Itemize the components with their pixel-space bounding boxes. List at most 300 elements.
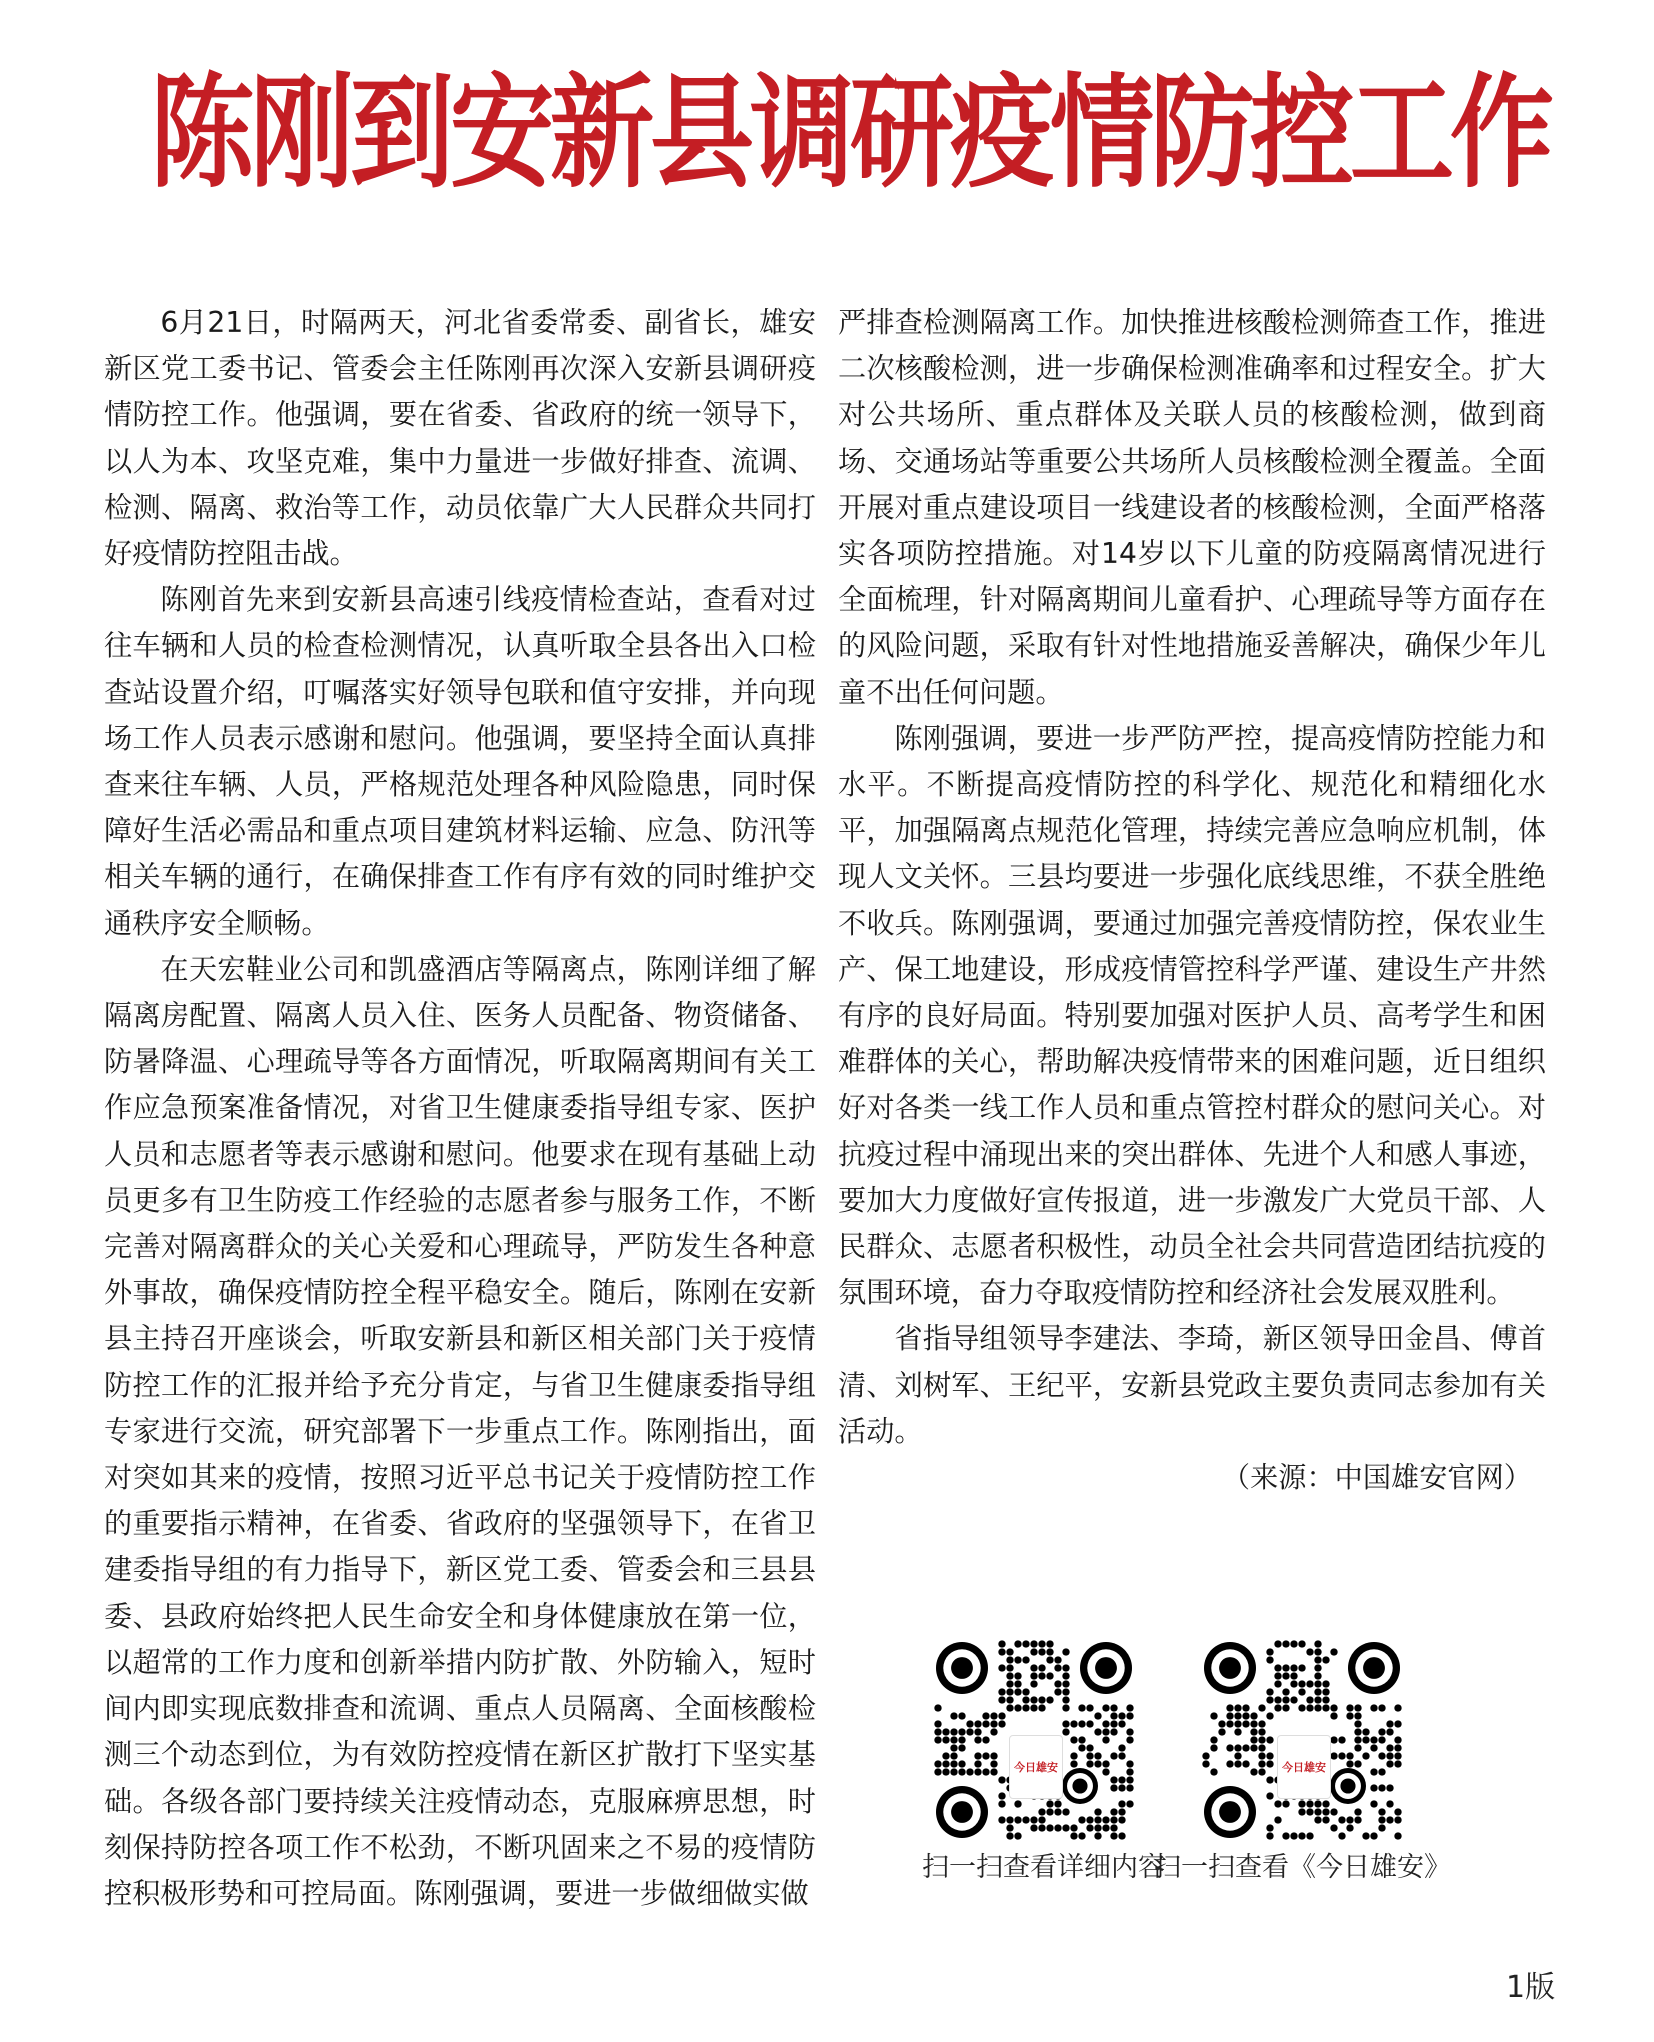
qr-module (1354, 1808, 1361, 1815)
qr-module (1014, 1704, 1021, 1711)
qr-module (1338, 1816, 1345, 1823)
qr-code-icon[interactable] (934, 1640, 1134, 1840)
qr-module (1118, 1776, 1125, 1783)
qr-module (1118, 1816, 1125, 1823)
qr-block-details (922, 1640, 1178, 1886)
qr-module (1078, 1720, 1085, 1727)
qr-module (1126, 1736, 1133, 1743)
qr-module (1054, 1688, 1061, 1695)
qr-module (1070, 1752, 1077, 1759)
qr-module (1078, 1832, 1085, 1839)
qr-module (974, 1768, 981, 1775)
qr-module (1378, 1768, 1385, 1775)
qr-module (1394, 1744, 1401, 1751)
qr-module (1046, 1696, 1053, 1703)
qr-module (1110, 1704, 1117, 1711)
qr-module (1266, 1760, 1273, 1767)
qr-module (1006, 1816, 1013, 1823)
qr-module (1126, 1760, 1133, 1767)
qr-module (1210, 1768, 1217, 1775)
qr-module (1118, 1712, 1125, 1719)
qr-module (1046, 1672, 1053, 1679)
qr-module (1354, 1728, 1361, 1735)
qr-module (950, 1712, 957, 1719)
qr-module (1126, 1800, 1133, 1807)
qr-module (1126, 1712, 1133, 1719)
qr-module (1322, 1704, 1329, 1711)
qr-module (1094, 1808, 1101, 1815)
qr-module (1362, 1728, 1369, 1735)
qr-module (1354, 1720, 1361, 1727)
qr-module (1282, 1832, 1289, 1839)
qr-module (1322, 1816, 1329, 1823)
qr-module (974, 1736, 981, 1743)
qr-module (1298, 1832, 1305, 1839)
qr-module (1290, 1680, 1297, 1687)
qr-module (1218, 1728, 1225, 1735)
qr-module (1102, 1824, 1109, 1831)
qr-module (1054, 1664, 1061, 1671)
qr-module (1306, 1832, 1313, 1839)
qr-module (1266, 1712, 1273, 1719)
qr-module (1314, 1680, 1321, 1687)
qr-module (1290, 1640, 1297, 1647)
qr-module (1250, 1728, 1257, 1735)
qr-module (1266, 1648, 1273, 1655)
qr-module (1386, 1728, 1393, 1735)
qr-module (1290, 1832, 1297, 1839)
qr-module (1086, 1752, 1093, 1759)
qr-module (1354, 1704, 1361, 1711)
qr-module (1038, 1696, 1045, 1703)
qr-module (1006, 1664, 1013, 1671)
qr-module (1290, 1664, 1297, 1671)
qr-module (1234, 1720, 1241, 1727)
qr-module (1062, 1704, 1069, 1711)
qr-module (998, 1712, 1005, 1719)
qr-module (1030, 1672, 1037, 1679)
qr-module (1306, 1800, 1313, 1807)
qr-module (934, 1704, 941, 1711)
qr-module (934, 1728, 941, 1735)
qr-module (1094, 1728, 1101, 1735)
qr-module (990, 1760, 997, 1767)
qr-module (1378, 1816, 1385, 1823)
qr-module (1362, 1752, 1369, 1759)
qr-module (998, 1800, 1005, 1807)
article-source: （来源：中国雄安官网） (1221, 1461, 1532, 1495)
qr-module (1070, 1720, 1077, 1727)
qr-module (1030, 1696, 1037, 1703)
qr-module (1274, 1672, 1281, 1679)
qr-module (1046, 1640, 1053, 1647)
qr-module (958, 1736, 965, 1743)
qr-module (1038, 1824, 1045, 1831)
qr-module (1386, 1800, 1393, 1807)
qr-module (1394, 1832, 1401, 1839)
qr-module (1022, 1640, 1029, 1647)
qr-module (982, 1720, 989, 1727)
qr-module (1094, 1760, 1101, 1767)
qr-module (1046, 1656, 1053, 1663)
qr-module (1386, 1752, 1393, 1759)
qr-module (1274, 1640, 1281, 1647)
qr-module (934, 1768, 941, 1775)
qr-module (1070, 1824, 1077, 1831)
qr-module (1282, 1696, 1289, 1703)
qr-module (1258, 1768, 1265, 1775)
qr-module (1362, 1832, 1369, 1839)
qr-module (1298, 1664, 1305, 1671)
qr-module (1306, 1680, 1313, 1687)
qr-module (974, 1720, 981, 1727)
qr-module (1274, 1800, 1281, 1807)
qr-logo: 今日雄安 (1009, 1735, 1063, 1799)
qr-module (1370, 1744, 1377, 1751)
qr-module (1314, 1696, 1321, 1703)
qr-finder-pattern (1219, 1657, 1241, 1679)
qr-module (934, 1736, 941, 1743)
qr-module (1038, 1704, 1045, 1711)
qr-module (1322, 1680, 1329, 1687)
qr-module (1086, 1704, 1093, 1711)
qr-module (1234, 1760, 1241, 1767)
qr-module (1070, 1736, 1077, 1743)
qr-module (1210, 1736, 1217, 1743)
qr-module (1094, 1712, 1101, 1719)
qr-module (1306, 1696, 1313, 1703)
qr-module (1038, 1816, 1045, 1823)
qr-module (1022, 1696, 1029, 1703)
qr-module (1242, 1744, 1249, 1751)
qr-module (1346, 1816, 1353, 1823)
qr-module (1330, 1704, 1337, 1711)
paragraph: 陈刚强调，要进一步严防严控，提高疫情防控能力和水平。不断提高疫情防控的科学化、规范化和精细化水平，加强隔离点规范化管理，持续完善应急响应机制，体现人文关怀。三县均要进一步强化底线思维，不获全胜绝不收兵。陈刚强调，要通过加强完善疫情防控，保农业生产、保工地建设，形成疫情管控科学严谨、建设生产井然有序的良好局面。特别要加强对医护人员、高考学生和困难群体的关心，帮助解决疫情带来的困难问题，近日组织好对各类一线工作人员和重点管控村群众的慰问关心。对抗疫过程中涌现出来的突出群体、先进个人和感人事迹，要加大力度做好宣传报道，进一步激发广大党员干部、人民群众、志愿者积极性，动员全社会共同营造团结抗疫的氛围环境，奋力夺取疫情防控和经济社会发展双胜利。 (838, 721, 1546, 1310)
qr-module (1298, 1688, 1305, 1695)
qr-module (1258, 1744, 1265, 1751)
qr-module (1118, 1720, 1125, 1727)
qr-module (1062, 1696, 1069, 1703)
qr-module (1314, 1664, 1321, 1671)
qr-module (1290, 1672, 1297, 1679)
qr-module (1266, 1688, 1273, 1695)
qr-module (1266, 1832, 1273, 1839)
qr-module (1234, 1752, 1241, 1759)
qr-module (974, 1752, 981, 1759)
qr-module (1038, 1808, 1045, 1815)
qr-module (1014, 1640, 1021, 1647)
qr-module (998, 1696, 1005, 1703)
qr-module (1386, 1760, 1393, 1767)
qr-module (1330, 1712, 1337, 1719)
qr-module (1110, 1784, 1117, 1791)
qr-module (990, 1752, 997, 1759)
qr-module (1330, 1824, 1337, 1831)
qr-module (1306, 1648, 1313, 1655)
qr-module (1110, 1776, 1117, 1783)
qr-module (1274, 1664, 1281, 1671)
qr-module (1014, 1680, 1021, 1687)
qr-module (1054, 1808, 1061, 1815)
qr-module (1006, 1648, 1013, 1655)
qr-module (1062, 1680, 1069, 1687)
qr-module (1086, 1720, 1093, 1727)
paragraph: 6月21日，时隔两天，河北省委常委、副省长，雄安新区党工委书记、管委会主任陈刚再次深入安新县调研疫情防控工作。他强调，要在省委、省政府的统一领导下，以人为本、攻坚克难，集中力量进一步做好排查、流调、检测、隔离、救治等工作，动员依靠广大人民群众共同打好疫情防控阻击战。 (104, 306, 816, 571)
qr-module (958, 1760, 965, 1767)
qr-module (1030, 1640, 1037, 1647)
qr-module (1282, 1800, 1289, 1807)
qr-module (1354, 1816, 1361, 1823)
qr-module (990, 1768, 997, 1775)
qr-module (1258, 1720, 1265, 1727)
qr-module (1354, 1744, 1361, 1751)
qr-module (1298, 1680, 1305, 1687)
qr-code-icon[interactable] (1202, 1640, 1402, 1840)
qr-module (1378, 1808, 1385, 1815)
qr-module (1006, 1672, 1013, 1679)
qr-module (1322, 1656, 1329, 1663)
qr-module (1394, 1808, 1401, 1815)
qr-module (1078, 1736, 1085, 1743)
qr-module (1306, 1808, 1313, 1815)
qr-module (1086, 1760, 1093, 1767)
qr-module (1378, 1704, 1385, 1711)
qr-module (1266, 1824, 1273, 1831)
qr-module (1110, 1824, 1117, 1831)
qr-module (1110, 1808, 1117, 1815)
qr-module (1234, 1704, 1241, 1711)
qr-module (1394, 1752, 1401, 1759)
qr-module (958, 1712, 965, 1719)
qr-module (1118, 1744, 1125, 1751)
qr-module (1110, 1816, 1117, 1823)
qr-module (1282, 1688, 1289, 1695)
qr-module (1086, 1744, 1093, 1751)
qr-module (1126, 1768, 1133, 1775)
qr-module (1126, 1728, 1133, 1735)
qr-module (1086, 1824, 1093, 1831)
qr-module (1354, 1712, 1361, 1719)
qr-module (1386, 1784, 1393, 1791)
qr-module (1242, 1712, 1249, 1719)
qr-module (1314, 1808, 1321, 1815)
qr-module (990, 1720, 997, 1727)
qr-module (1314, 1648, 1321, 1655)
qr-module (1030, 1704, 1037, 1711)
qr-module (1110, 1728, 1117, 1735)
qr-finder-pattern (1095, 1657, 1117, 1679)
qr-module (1102, 1768, 1109, 1775)
qr-module (998, 1648, 1005, 1655)
headline: 陈刚到安新县调研疫情防控工作 (150, 59, 1551, 205)
qr-module (1014, 1656, 1021, 1663)
qr-module (1014, 1832, 1021, 1839)
qr-module (1054, 1800, 1061, 1807)
qr-module (1102, 1704, 1109, 1711)
qr-module (1118, 1752, 1125, 1759)
qr-module (1314, 1672, 1321, 1679)
qr-module (1014, 1688, 1021, 1695)
qr-module (1062, 1648, 1069, 1655)
qr-module (1266, 1656, 1273, 1663)
qr-module (1038, 1648, 1045, 1655)
qr-module (1314, 1816, 1321, 1823)
qr-module (1282, 1704, 1289, 1711)
qr-module (1070, 1760, 1077, 1767)
qr-module (1046, 1648, 1053, 1655)
qr-module (1094, 1824, 1101, 1831)
qr-module (958, 1744, 965, 1751)
qr-finder-pattern (1340, 1778, 1355, 1793)
qr-module (950, 1752, 957, 1759)
qr-finder-pattern (951, 1657, 973, 1679)
qr-module (1046, 1800, 1053, 1807)
qr-module (1110, 1832, 1117, 1839)
qr-module (1014, 1800, 1021, 1807)
qr-module (934, 1760, 941, 1767)
qr-module (950, 1760, 957, 1767)
qr-module (998, 1688, 1005, 1695)
qr-module (990, 1728, 997, 1735)
qr-module (1094, 1752, 1101, 1759)
qr-module (1346, 1752, 1353, 1759)
qr-module (1378, 1736, 1385, 1743)
qr-module (1102, 1720, 1109, 1727)
qr-module (1394, 1704, 1401, 1711)
qr-module (1054, 1824, 1061, 1831)
qr-module (1322, 1688, 1329, 1695)
qr-module (942, 1760, 949, 1767)
qr-module (1298, 1704, 1305, 1711)
qr-module (1118, 1784, 1125, 1791)
qr-module (1126, 1704, 1133, 1711)
qr-module (934, 1720, 941, 1727)
qr-module (1078, 1816, 1085, 1823)
qr-module (998, 1792, 1005, 1799)
qr-module (1014, 1672, 1021, 1679)
qr-module (1338, 1752, 1345, 1759)
qr-module (1354, 1736, 1361, 1743)
qr-module (958, 1728, 965, 1735)
qr-module (1234, 1712, 1241, 1719)
qr-module (1290, 1696, 1297, 1703)
qr-module (1378, 1752, 1385, 1759)
qr-module (982, 1736, 989, 1743)
qr-module (1258, 1760, 1265, 1767)
qr-module (1242, 1704, 1249, 1711)
qr-module (942, 1752, 949, 1759)
qr-module (1102, 1728, 1109, 1735)
qr-module (942, 1728, 949, 1735)
qr-module (1022, 1704, 1029, 1711)
qr-module (1234, 1728, 1241, 1735)
qr-module (1210, 1744, 1217, 1751)
qr-module (1314, 1640, 1321, 1647)
qr-module (1102, 1736, 1109, 1743)
qr-module (1046, 1808, 1053, 1815)
qr-module (1370, 1784, 1377, 1791)
qr-module (942, 1768, 949, 1775)
qr-module (1266, 1736, 1273, 1743)
qr-module (1038, 1664, 1045, 1671)
qr-module (1062, 1808, 1069, 1815)
qr-module (1394, 1720, 1401, 1727)
qr-module (1102, 1816, 1109, 1823)
qr-module (1314, 1688, 1321, 1695)
qr-finder-pattern (951, 1801, 973, 1823)
qr-module (1006, 1704, 1013, 1711)
paragraph: 在天宏鞋业公司和凯盛酒店等隔离点，陈刚详细了解隔离房配置、隔离人员入住、医务人员配备、物资储备、防暑降温、心理疏导等各方面情况，听取隔离期间有关工作应急预案准备情况，对省卫生健康委指导组专家、医护人员和志愿者等表示感谢和慰问。他要求在现有基础上动员更多有卫生防疫工作经验的志愿者参与服务工作，不断完善对隔离群众的关心关爱和心理疏导，严防发生各种意外事故，确保疫情防控全程平稳安全。随后，陈刚在安新县主持召开座谈会，听取安新县和新区相关部门关于疫情防控工作的汇报并给予充分肯定，与省卫生健康委指导组专家进行交流，研究部署下一步重点工作。陈刚指出，面对突如其来的疫情，按照习近平总书记关于疫情防控工作的重要指示精神，在省委、省政府的坚强领导下，在省卫建委指导组的有力指导下，新区党工委、管委会和三县县委、县政府始终把人民生命安全和身体健康放在第一位，以超常的工作力度和创新举措内防扩散、外防输入，短时间内即实现底数排查和流调、重点人员隔离、全面核酸检测三个动态到位，为有效防控疫情在新区扩散打下坚实基础。各级各部门要持续关注疫情动态，克服麻痹思想，时刻保持防控各项工作不松劲，不断巩固来之不易的疫情防控积极形势和可控局面。陈刚强调，要进一步做细做实做 (104, 952, 816, 1910)
qr-module (1354, 1760, 1361, 1767)
qr-module (1314, 1800, 1321, 1807)
qr-module (1094, 1816, 1101, 1823)
qr-module (1006, 1824, 1013, 1831)
qr-module (950, 1768, 957, 1775)
qr-module (1266, 1776, 1273, 1783)
qr-module (1394, 1760, 1401, 1767)
qr-module (1030, 1816, 1037, 1823)
qr-caption: 扫一扫查看《今日雄安》 (1154, 1852, 1451, 1883)
qr-module (1126, 1784, 1133, 1791)
qr-module (1258, 1752, 1265, 1759)
qr-module (1242, 1720, 1249, 1727)
qr-caption: 扫一扫查看详细内容 (922, 1852, 1165, 1883)
qr-module (1282, 1672, 1289, 1679)
qr-module (1266, 1752, 1273, 1759)
qr-module (1030, 1648, 1037, 1655)
qr-module (1202, 1752, 1209, 1759)
qr-module (998, 1816, 1005, 1823)
qr-module (1314, 1656, 1321, 1663)
qr-module (1006, 1680, 1013, 1687)
page-number: 1版 (1506, 1970, 1556, 2005)
qr-module (1226, 1744, 1233, 1751)
qr-module (998, 1664, 1005, 1671)
qr-module (1046, 1824, 1053, 1831)
qr-module (1226, 1704, 1233, 1711)
qr-module (1022, 1816, 1029, 1823)
qr-module (1110, 1720, 1117, 1727)
qr-module (1394, 1736, 1401, 1743)
qr-module (1006, 1688, 1013, 1695)
qr-module (1062, 1720, 1069, 1727)
qr-module (1062, 1688, 1069, 1695)
qr-module (1126, 1776, 1133, 1783)
qr-module (1234, 1744, 1241, 1751)
qr-module (1330, 1752, 1337, 1759)
qr-module (1030, 1680, 1037, 1687)
qr-module (1370, 1768, 1377, 1775)
qr-module (1086, 1816, 1093, 1823)
qr-module (1346, 1760, 1353, 1767)
qr-module (1250, 1720, 1257, 1727)
qr-module (1070, 1832, 1077, 1839)
qr-module (998, 1776, 1005, 1783)
qr-block-newspaper (1154, 1640, 1451, 1886)
qr-module (1386, 1720, 1393, 1727)
qr-module (974, 1760, 981, 1767)
qr-module (1078, 1744, 1085, 1751)
qr-module (1330, 1808, 1337, 1815)
qr-module (1006, 1656, 1013, 1663)
qr-module (1274, 1704, 1281, 1711)
qr-module (982, 1712, 989, 1719)
qr-module (1298, 1640, 1305, 1647)
qr-module (1250, 1736, 1257, 1743)
qr-module (1338, 1832, 1345, 1839)
qr-module (1370, 1704, 1377, 1711)
qr-module (1218, 1720, 1225, 1727)
